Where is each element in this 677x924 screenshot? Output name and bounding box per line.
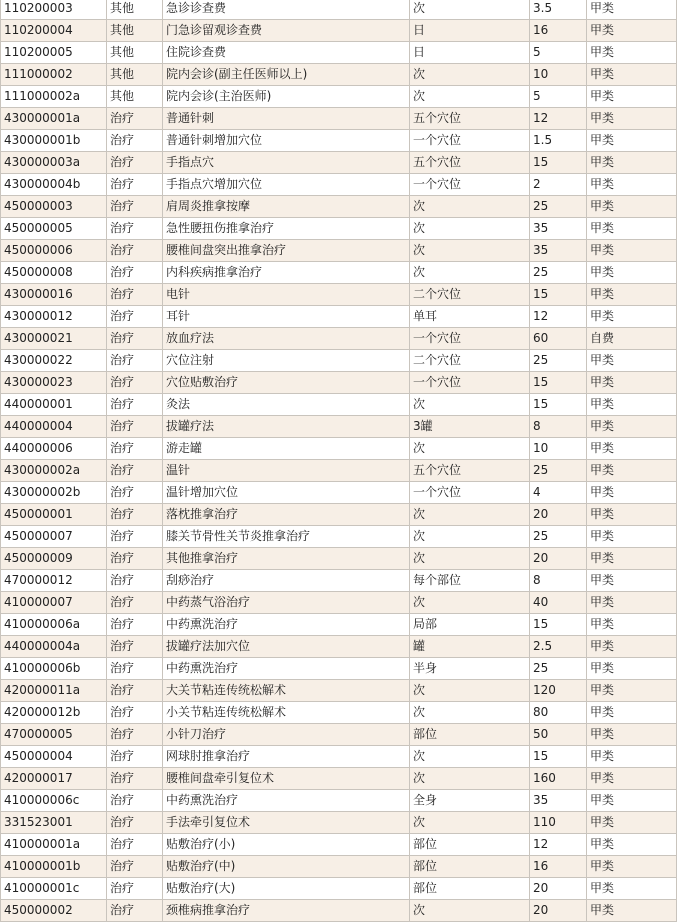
price-cell: 25 bbox=[530, 196, 587, 218]
price-cell: 15 bbox=[530, 372, 587, 394]
price-cell: 16 bbox=[530, 856, 587, 878]
unit-cell: 部位 bbox=[410, 856, 530, 878]
category-cell: 治疗 bbox=[107, 394, 163, 416]
item-code-cell: 430000022 bbox=[1, 350, 107, 372]
price-cell: 12 bbox=[530, 108, 587, 130]
item-name-cell: 拔罐疗法 bbox=[163, 416, 410, 438]
insurance-class-cell: 甲类 bbox=[587, 504, 677, 526]
table-row bbox=[1, 636, 677, 658]
item-name-cell: 手法牵引复位术 bbox=[163, 812, 410, 834]
table-row bbox=[1, 746, 677, 768]
table-row bbox=[1, 130, 677, 152]
unit-cell: 二个穴位 bbox=[410, 350, 530, 372]
category-cell: 治疗 bbox=[107, 592, 163, 614]
item-code-cell: 430000004b bbox=[1, 174, 107, 196]
unit-cell: 次 bbox=[410, 592, 530, 614]
price-cell: 20 bbox=[530, 504, 587, 526]
unit-cell: 一个穴位 bbox=[410, 130, 530, 152]
unit-cell: 次 bbox=[410, 64, 530, 86]
unit-cell: 次 bbox=[410, 526, 530, 548]
insurance-class-cell: 甲类 bbox=[587, 878, 677, 900]
category-cell: 治疗 bbox=[107, 614, 163, 636]
item-name-cell: 小关节粘连传统松解术 bbox=[163, 702, 410, 724]
price-cell: 20 bbox=[530, 548, 587, 570]
category-cell: 治疗 bbox=[107, 570, 163, 592]
category-cell: 治疗 bbox=[107, 724, 163, 746]
category-cell: 其他 bbox=[107, 20, 163, 42]
insurance-class-cell: 甲类 bbox=[587, 614, 677, 636]
insurance-class-cell: 甲类 bbox=[587, 856, 677, 878]
price-cell: 35 bbox=[530, 218, 587, 240]
item-code-cell: 111000002 bbox=[1, 64, 107, 86]
item-code-cell: 410000006a bbox=[1, 614, 107, 636]
item-code-cell: 410000001a bbox=[1, 834, 107, 856]
item-code-cell: 450000008 bbox=[1, 262, 107, 284]
item-name-cell: 网球肘推拿治疗 bbox=[163, 746, 410, 768]
item-name-cell: 穴位注射 bbox=[163, 350, 410, 372]
item-code-cell: 440000001 bbox=[1, 394, 107, 416]
unit-cell: 每个部位 bbox=[410, 570, 530, 592]
insurance-class-cell: 甲类 bbox=[587, 350, 677, 372]
price-cell: 35 bbox=[530, 790, 587, 812]
category-cell: 治疗 bbox=[107, 416, 163, 438]
item-code-cell: 470000005 bbox=[1, 724, 107, 746]
item-code-cell: 410000001c bbox=[1, 878, 107, 900]
item-code-cell: 331523001 bbox=[1, 812, 107, 834]
price-cell: 20 bbox=[530, 900, 587, 922]
unit-cell: 次 bbox=[410, 218, 530, 240]
category-cell: 治疗 bbox=[107, 812, 163, 834]
unit-cell: 一个穴位 bbox=[410, 372, 530, 394]
table-row bbox=[1, 394, 677, 416]
insurance-class-cell: 甲类 bbox=[587, 438, 677, 460]
category-cell: 治疗 bbox=[107, 196, 163, 218]
price-cell: 110 bbox=[530, 812, 587, 834]
table-row bbox=[1, 218, 677, 240]
item-name-cell: 腰椎间盘突出推拿治疗 bbox=[163, 240, 410, 262]
unit-cell: 次 bbox=[410, 262, 530, 284]
fee-table-body bbox=[1, 0, 677, 922]
item-name-cell: 电针 bbox=[163, 284, 410, 306]
item-code-cell: 450000007 bbox=[1, 526, 107, 548]
unit-cell: 次 bbox=[410, 812, 530, 834]
table-row bbox=[1, 460, 677, 482]
price-cell: 8 bbox=[530, 570, 587, 592]
item-code-cell: 430000001b bbox=[1, 130, 107, 152]
item-code-cell: 430000012 bbox=[1, 306, 107, 328]
insurance-class-cell: 甲类 bbox=[587, 680, 677, 702]
item-code-cell: 430000023 bbox=[1, 372, 107, 394]
category-cell: 治疗 bbox=[107, 658, 163, 680]
item-code-cell: 430000001a bbox=[1, 108, 107, 130]
insurance-class-cell: 甲类 bbox=[587, 196, 677, 218]
item-code-cell: 110200003 bbox=[1, 0, 107, 20]
item-code-cell: 450000001 bbox=[1, 504, 107, 526]
item-name-cell: 急性腰扭伤推拿治疗 bbox=[163, 218, 410, 240]
insurance-class-cell: 甲类 bbox=[587, 592, 677, 614]
item-code-cell: 410000007 bbox=[1, 592, 107, 614]
table-row bbox=[1, 526, 677, 548]
price-cell: 2 bbox=[530, 174, 587, 196]
item-code-cell: 440000004a bbox=[1, 636, 107, 658]
item-name-cell: 颈椎病推拿治疗 bbox=[163, 900, 410, 922]
price-cell: 16 bbox=[530, 20, 587, 42]
table-row bbox=[1, 438, 677, 460]
item-name-cell: 温针 bbox=[163, 460, 410, 482]
table-row bbox=[1, 42, 677, 64]
item-name-cell: 急诊诊查费 bbox=[163, 0, 410, 20]
insurance-class-cell: 甲类 bbox=[587, 284, 677, 306]
item-name-cell: 落枕推拿治疗 bbox=[163, 504, 410, 526]
item-name-cell: 中药蒸气浴治疗 bbox=[163, 592, 410, 614]
unit-cell: 次 bbox=[410, 548, 530, 570]
unit-cell: 全身 bbox=[410, 790, 530, 812]
insurance-class-cell: 甲类 bbox=[587, 174, 677, 196]
price-cell: 15 bbox=[530, 746, 587, 768]
item-code-cell: 450000004 bbox=[1, 746, 107, 768]
unit-cell: 二个穴位 bbox=[410, 284, 530, 306]
table-row bbox=[1, 680, 677, 702]
table-row bbox=[1, 240, 677, 262]
item-name-cell: 普通针刺增加穴位 bbox=[163, 130, 410, 152]
price-cell: 15 bbox=[530, 284, 587, 306]
table-row bbox=[1, 306, 677, 328]
category-cell: 治疗 bbox=[107, 174, 163, 196]
category-cell: 治疗 bbox=[107, 152, 163, 174]
price-cell: 15 bbox=[530, 394, 587, 416]
item-name-cell: 耳针 bbox=[163, 306, 410, 328]
insurance-class-cell: 甲类 bbox=[587, 658, 677, 680]
insurance-class-cell: 甲类 bbox=[587, 86, 677, 108]
unit-cell: 次 bbox=[410, 746, 530, 768]
item-code-cell: 420000011a bbox=[1, 680, 107, 702]
item-name-cell: 刮痧治疗 bbox=[163, 570, 410, 592]
item-code-cell: 430000002b bbox=[1, 482, 107, 504]
item-code-cell: 420000012b bbox=[1, 702, 107, 724]
category-cell: 其他 bbox=[107, 0, 163, 20]
insurance-class-cell: 甲类 bbox=[587, 262, 677, 284]
insurance-class-cell: 甲类 bbox=[587, 20, 677, 42]
category-cell: 治疗 bbox=[107, 504, 163, 526]
item-name-cell: 放血疗法 bbox=[163, 328, 410, 350]
table-row bbox=[1, 152, 677, 174]
price-cell: 25 bbox=[530, 350, 587, 372]
price-cell: 40 bbox=[530, 592, 587, 614]
unit-cell: 单耳 bbox=[410, 306, 530, 328]
category-cell: 治疗 bbox=[107, 218, 163, 240]
insurance-class-cell: 甲类 bbox=[587, 240, 677, 262]
item-code-cell: 440000004 bbox=[1, 416, 107, 438]
price-cell: 8 bbox=[530, 416, 587, 438]
insurance-class-cell: 甲类 bbox=[587, 416, 677, 438]
category-cell: 其他 bbox=[107, 64, 163, 86]
insurance-class-cell: 甲类 bbox=[587, 900, 677, 922]
unit-cell: 部位 bbox=[410, 878, 530, 900]
item-name-cell: 腰椎间盘牵引复位术 bbox=[163, 768, 410, 790]
table-row bbox=[1, 856, 677, 878]
price-cell: 35 bbox=[530, 240, 587, 262]
category-cell: 治疗 bbox=[107, 328, 163, 350]
category-cell: 治疗 bbox=[107, 130, 163, 152]
price-cell: 12 bbox=[530, 834, 587, 856]
table-row bbox=[1, 64, 677, 86]
unit-cell: 次 bbox=[410, 240, 530, 262]
item-name-cell: 门急诊留观诊查费 bbox=[163, 20, 410, 42]
category-cell: 治疗 bbox=[107, 680, 163, 702]
unit-cell: 罐 bbox=[410, 636, 530, 658]
insurance-class-cell: 甲类 bbox=[587, 834, 677, 856]
category-cell: 治疗 bbox=[107, 856, 163, 878]
insurance-class-cell: 甲类 bbox=[587, 0, 677, 20]
item-name-cell: 手指点穴 bbox=[163, 152, 410, 174]
item-code-cell: 440000006 bbox=[1, 438, 107, 460]
insurance-class-cell: 甲类 bbox=[587, 724, 677, 746]
item-name-cell: 手指点穴增加穴位 bbox=[163, 174, 410, 196]
category-cell: 治疗 bbox=[107, 878, 163, 900]
insurance-class-cell: 甲类 bbox=[587, 372, 677, 394]
category-cell: 治疗 bbox=[107, 438, 163, 460]
price-cell: 15 bbox=[530, 614, 587, 636]
unit-cell: 次 bbox=[410, 0, 530, 20]
unit-cell: 一个穴位 bbox=[410, 174, 530, 196]
table-row bbox=[1, 548, 677, 570]
table-row bbox=[1, 834, 677, 856]
unit-cell: 一个穴位 bbox=[410, 328, 530, 350]
category-cell: 治疗 bbox=[107, 526, 163, 548]
price-cell: 12 bbox=[530, 306, 587, 328]
table-row bbox=[1, 658, 677, 680]
unit-cell: 次 bbox=[410, 768, 530, 790]
table-row bbox=[1, 20, 677, 42]
category-cell: 治疗 bbox=[107, 482, 163, 504]
item-code-cell: 420000017 bbox=[1, 768, 107, 790]
unit-cell: 一个穴位 bbox=[410, 482, 530, 504]
item-name-cell: 其他推拿治疗 bbox=[163, 548, 410, 570]
insurance-class-cell: 甲类 bbox=[587, 746, 677, 768]
table-row bbox=[1, 504, 677, 526]
insurance-class-cell: 甲类 bbox=[587, 108, 677, 130]
insurance-class-cell: 甲类 bbox=[587, 790, 677, 812]
price-cell: 25 bbox=[530, 658, 587, 680]
price-cell: 5 bbox=[530, 42, 587, 64]
insurance-class-cell: 甲类 bbox=[587, 306, 677, 328]
item-name-cell: 内科疾病推拿治疗 bbox=[163, 262, 410, 284]
item-name-cell: 游走罐 bbox=[163, 438, 410, 460]
category-cell: 治疗 bbox=[107, 262, 163, 284]
price-cell: 50 bbox=[530, 724, 587, 746]
category-cell: 其他 bbox=[107, 42, 163, 64]
table-row bbox=[1, 702, 677, 724]
item-code-cell: 110200005 bbox=[1, 42, 107, 64]
insurance-class-cell: 甲类 bbox=[587, 64, 677, 86]
category-cell: 治疗 bbox=[107, 350, 163, 372]
item-name-cell: 院内会诊(副主任医师以上) bbox=[163, 64, 410, 86]
category-cell: 治疗 bbox=[107, 746, 163, 768]
item-name-cell: 贴敷治疗(大) bbox=[163, 878, 410, 900]
unit-cell: 日 bbox=[410, 20, 530, 42]
insurance-class-cell: 甲类 bbox=[587, 394, 677, 416]
unit-cell: 次 bbox=[410, 680, 530, 702]
table-row bbox=[1, 416, 677, 438]
category-cell: 治疗 bbox=[107, 284, 163, 306]
item-name-cell: 温针增加穴位 bbox=[163, 482, 410, 504]
item-code-cell: 430000021 bbox=[1, 328, 107, 350]
unit-cell: 次 bbox=[410, 196, 530, 218]
category-cell: 治疗 bbox=[107, 548, 163, 570]
item-code-cell: 410000001b bbox=[1, 856, 107, 878]
price-cell: 10 bbox=[530, 64, 587, 86]
item-code-cell: 430000003a bbox=[1, 152, 107, 174]
insurance-class-cell: 甲类 bbox=[587, 548, 677, 570]
unit-cell: 部位 bbox=[410, 724, 530, 746]
item-name-cell: 中药熏洗治疗 bbox=[163, 658, 410, 680]
insurance-class-cell: 甲类 bbox=[587, 526, 677, 548]
unit-cell: 次 bbox=[410, 438, 530, 460]
price-cell: 1.5 bbox=[530, 130, 587, 152]
insurance-class-cell: 甲类 bbox=[587, 482, 677, 504]
table-row bbox=[1, 482, 677, 504]
price-cell: 160 bbox=[530, 768, 587, 790]
insurance-class-cell: 甲类 bbox=[587, 218, 677, 240]
price-cell: 25 bbox=[530, 460, 587, 482]
item-code-cell: 410000006c bbox=[1, 790, 107, 812]
unit-cell: 次 bbox=[410, 900, 530, 922]
table-row bbox=[1, 108, 677, 130]
table-row bbox=[1, 328, 677, 350]
item-name-cell: 普通针刺 bbox=[163, 108, 410, 130]
table-row bbox=[1, 0, 677, 20]
item-name-cell: 中药熏洗治疗 bbox=[163, 614, 410, 636]
unit-cell: 五个穴位 bbox=[410, 460, 530, 482]
category-cell: 治疗 bbox=[107, 636, 163, 658]
insurance-class-cell: 甲类 bbox=[587, 768, 677, 790]
category-cell: 治疗 bbox=[107, 790, 163, 812]
item-name-cell: 院内会诊(主治医师) bbox=[163, 86, 410, 108]
unit-cell: 日 bbox=[410, 42, 530, 64]
insurance-class-cell: 甲类 bbox=[587, 702, 677, 724]
category-cell: 治疗 bbox=[107, 372, 163, 394]
unit-cell: 五个穴位 bbox=[410, 108, 530, 130]
item-code-cell: 450000009 bbox=[1, 548, 107, 570]
category-cell: 治疗 bbox=[107, 108, 163, 130]
item-name-cell: 贴敷治疗(中) bbox=[163, 856, 410, 878]
table-row bbox=[1, 284, 677, 306]
category-cell: 治疗 bbox=[107, 834, 163, 856]
item-name-cell: 小针刀治疗 bbox=[163, 724, 410, 746]
unit-cell: 次 bbox=[410, 504, 530, 526]
table-row bbox=[1, 724, 677, 746]
price-cell: 15 bbox=[530, 152, 587, 174]
item-code-cell: 450000006 bbox=[1, 240, 107, 262]
price-cell: 80 bbox=[530, 702, 587, 724]
insurance-class-cell: 自费 bbox=[587, 328, 677, 350]
price-cell: 25 bbox=[530, 526, 587, 548]
unit-cell: 3罐 bbox=[410, 416, 530, 438]
price-cell: 60 bbox=[530, 328, 587, 350]
table-row bbox=[1, 900, 677, 922]
table-row bbox=[1, 614, 677, 636]
item-code-cell: 450000002 bbox=[1, 900, 107, 922]
table-row bbox=[1, 262, 677, 284]
item-name-cell: 大关节粘连传统松解术 bbox=[163, 680, 410, 702]
category-cell: 治疗 bbox=[107, 768, 163, 790]
table-row bbox=[1, 790, 677, 812]
table-row bbox=[1, 350, 677, 372]
insurance-class-cell: 甲类 bbox=[587, 636, 677, 658]
insurance-class-cell: 甲类 bbox=[587, 570, 677, 592]
table-row bbox=[1, 372, 677, 394]
table-row bbox=[1, 570, 677, 592]
table-row bbox=[1, 196, 677, 218]
item-code-cell: 450000005 bbox=[1, 218, 107, 240]
category-cell: 其他 bbox=[107, 86, 163, 108]
item-name-cell: 贴敷治疗(小) bbox=[163, 834, 410, 856]
item-name-cell: 住院诊查费 bbox=[163, 42, 410, 64]
insurance-class-cell: 甲类 bbox=[587, 130, 677, 152]
item-code-cell: 430000002a bbox=[1, 460, 107, 482]
unit-cell: 部位 bbox=[410, 834, 530, 856]
item-name-cell: 膝关节骨性关节炎推拿治疗 bbox=[163, 526, 410, 548]
unit-cell: 次 bbox=[410, 86, 530, 108]
insurance-class-cell: 甲类 bbox=[587, 152, 677, 174]
unit-cell: 次 bbox=[410, 702, 530, 724]
table-row bbox=[1, 592, 677, 614]
item-name-cell: 穴位贴敷治疗 bbox=[163, 372, 410, 394]
category-cell: 治疗 bbox=[107, 240, 163, 262]
item-code-cell: 470000012 bbox=[1, 570, 107, 592]
item-name-cell: 拔罐疗法加穴位 bbox=[163, 636, 410, 658]
price-cell: 3.5 bbox=[530, 0, 587, 20]
price-cell: 2.5 bbox=[530, 636, 587, 658]
unit-cell: 五个穴位 bbox=[410, 152, 530, 174]
table-row bbox=[1, 878, 677, 900]
insurance-class-cell: 甲类 bbox=[587, 42, 677, 64]
price-cell: 120 bbox=[530, 680, 587, 702]
table-row bbox=[1, 174, 677, 196]
price-cell: 25 bbox=[530, 262, 587, 284]
item-name-cell: 中药熏洗治疗 bbox=[163, 790, 410, 812]
item-code-cell: 430000016 bbox=[1, 284, 107, 306]
price-cell: 10 bbox=[530, 438, 587, 460]
item-code-cell: 450000003 bbox=[1, 196, 107, 218]
category-cell: 治疗 bbox=[107, 900, 163, 922]
price-cell: 20 bbox=[530, 878, 587, 900]
item-code-cell: 410000006b bbox=[1, 658, 107, 680]
item-code-cell: 111000002a bbox=[1, 86, 107, 108]
item-name-cell: 肩周炎推拿按摩 bbox=[163, 196, 410, 218]
item-name-cell: 灸法 bbox=[163, 394, 410, 416]
category-cell: 治疗 bbox=[107, 460, 163, 482]
unit-cell: 次 bbox=[410, 394, 530, 416]
insurance-class-cell: 甲类 bbox=[587, 460, 677, 482]
unit-cell: 半身 bbox=[410, 658, 530, 680]
insurance-class-cell: 甲类 bbox=[587, 812, 677, 834]
table-row bbox=[1, 768, 677, 790]
table-row bbox=[1, 812, 677, 834]
category-cell: 治疗 bbox=[107, 306, 163, 328]
price-cell: 5 bbox=[530, 86, 587, 108]
table-row bbox=[1, 86, 677, 108]
category-cell: 治疗 bbox=[107, 702, 163, 724]
item-code-cell: 110200004 bbox=[1, 20, 107, 42]
price-cell: 4 bbox=[530, 482, 587, 504]
unit-cell: 局部 bbox=[410, 614, 530, 636]
